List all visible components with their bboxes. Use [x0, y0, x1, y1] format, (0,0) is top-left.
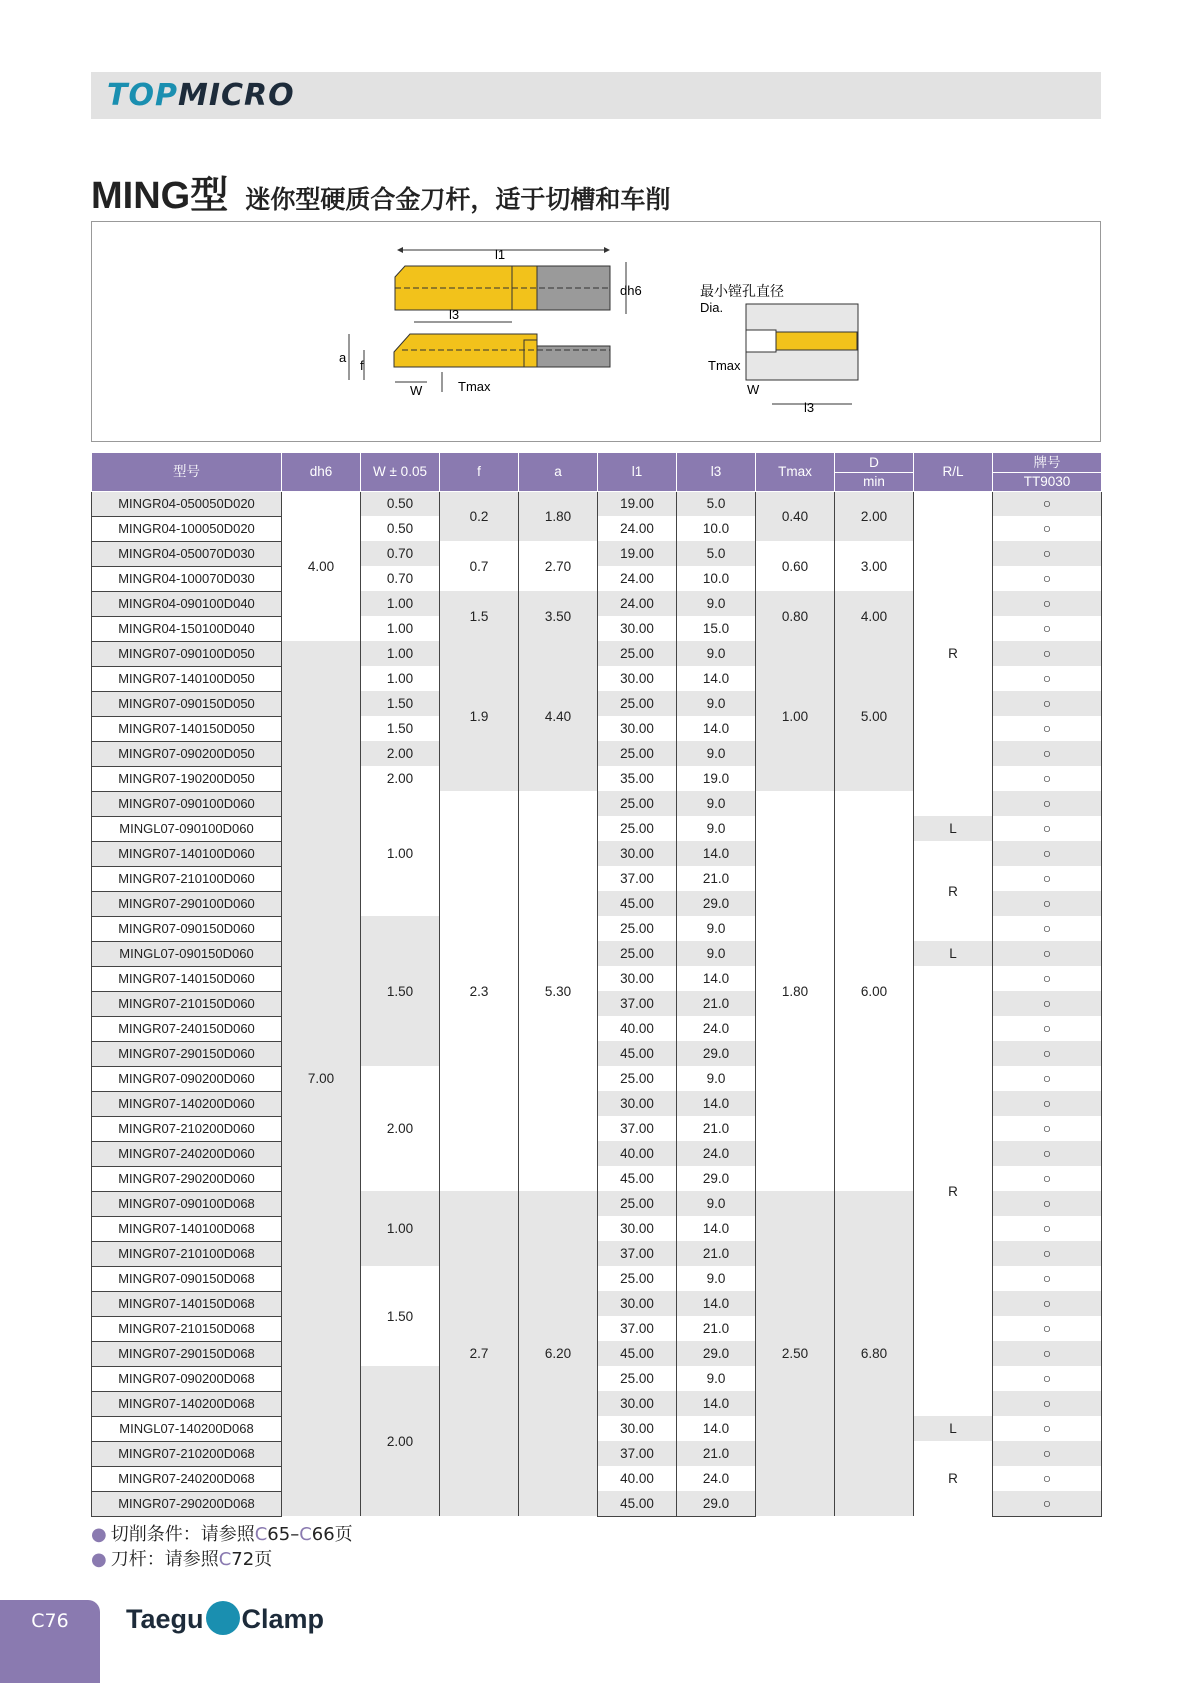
model-cell: MINGR07-090200D060 [92, 1066, 282, 1091]
l1-cell: 40.00 [598, 1141, 677, 1166]
page-title-sub: 迷你型硬质合金刀杆，适于切槽和车削 [245, 185, 671, 214]
w-cell: 1.50 [361, 691, 440, 716]
rl-cell: L [914, 1416, 993, 1441]
grade-cell: ○ [993, 1441, 1102, 1466]
l3-cell: 5.0 [677, 491, 756, 516]
header-w: W ± 0.05 [361, 453, 440, 491]
l1-cell: 30.00 [598, 1091, 677, 1116]
l1-cell: 37.00 [598, 1116, 677, 1141]
grade-cell: ○ [993, 641, 1102, 666]
model-cell: MINGR07-090200D050 [92, 741, 282, 766]
l1-cell: 24.00 [598, 516, 677, 541]
model-cell: MINGR07-140200D060 [92, 1091, 282, 1116]
dmin-cell: 2.00 [835, 491, 914, 541]
l3-cell: 14.0 [677, 716, 756, 741]
l3-cell: 14.0 [677, 1216, 756, 1241]
header-dh6: dh6 [282, 453, 361, 491]
model-cell: MINGR07-140100D050 [92, 666, 282, 691]
header-l3: l3 [677, 453, 756, 491]
l3-cell: 24.0 [677, 1466, 756, 1491]
model-cell: MINGR07-290200D060 [92, 1166, 282, 1191]
model-cell: MINGR04-050070D030 [92, 541, 282, 566]
grade-cell: ○ [993, 816, 1102, 841]
header-d: D [835, 453, 914, 472]
header-grade: 牌号 [993, 453, 1102, 472]
model-cell: MINGR07-090150D068 [92, 1266, 282, 1291]
model-cell: MINGR04-090100D040 [92, 591, 282, 616]
grade-cell: ○ [993, 666, 1102, 691]
dh6-cell: 7.00 [282, 641, 361, 1516]
model-cell: MINGR07-090100D068 [92, 1191, 282, 1216]
l3-cell: 21.0 [677, 866, 756, 891]
tmax-cell: 0.40 [756, 491, 835, 541]
model-cell: MINGR07-240200D068 [92, 1466, 282, 1491]
note-cutting-conditions [91, 1522, 353, 1547]
dmin-cell: 6.80 [835, 1191, 914, 1516]
grade-cell: ○ [993, 941, 1102, 966]
grade-cell: ○ [993, 1091, 1102, 1116]
l1-cell: 25.00 [598, 816, 677, 841]
a-cell: 1.80 [519, 491, 598, 541]
l1-cell: 30.00 [598, 616, 677, 641]
w-cell: 0.50 [361, 491, 440, 516]
model-cell: MINGR07-210200D068 [92, 1441, 282, 1466]
l3-cell: 14.0 [677, 1091, 756, 1116]
model-cell: MINGR07-290150D060 [92, 1041, 282, 1066]
model-cell: MINGR07-090200D068 [92, 1366, 282, 1391]
model-cell: MINGR04-050050D020 [92, 491, 282, 516]
a-cell: 6.20 [519, 1191, 598, 1516]
l3-cell: 10.0 [677, 566, 756, 591]
grade-cell: ○ [993, 1141, 1102, 1166]
dmin-cell: 3.00 [835, 541, 914, 591]
note-text: 刀杆：请参照 [110, 1549, 219, 1570]
l1-cell: 30.00 [598, 1216, 677, 1241]
model-cell: MINGL07-090100D060 [92, 816, 282, 841]
model-cell: MINGR07-210100D060 [92, 866, 282, 891]
grade-cell: ○ [993, 1291, 1102, 1316]
l3-cell: 9.0 [677, 1366, 756, 1391]
grade-cell: ○ [993, 1266, 1102, 1291]
l3-cell: 21.0 [677, 1316, 756, 1341]
w-cell: 0.50 [361, 516, 440, 541]
label-tmax: Tmax [458, 379, 491, 394]
grade-cell: ○ [993, 1016, 1102, 1041]
notes [91, 1522, 353, 1572]
l3-cell: 15.0 [677, 616, 756, 641]
grade-cell: ○ [993, 891, 1102, 916]
grade-cell: ○ [993, 1491, 1102, 1516]
grade-cell: ○ [993, 841, 1102, 866]
model-cell: MINGR04-100050D020 [92, 516, 282, 541]
f-cell: 1.5 [440, 591, 519, 641]
l1-cell: 30.00 [598, 966, 677, 991]
l3-cell: 29.0 [677, 1166, 756, 1191]
grade-cell: ○ [993, 766, 1102, 791]
l3-cell: 14.0 [677, 666, 756, 691]
rl-cell: R [914, 841, 993, 941]
header-a: a [519, 453, 598, 491]
w-cell: 1.00 [361, 791, 440, 916]
l1-cell: 30.00 [598, 716, 677, 741]
model-cell: MINGR07-090150D050 [92, 691, 282, 716]
grade-cell: ○ [993, 991, 1102, 1016]
l1-cell: 37.00 [598, 1241, 677, 1266]
l1-cell: 25.00 [598, 1066, 677, 1091]
tmax-cell: 1.00 [756, 641, 835, 791]
l1-cell: 25.00 [598, 1266, 677, 1291]
brand-logo-micro: MICRO [177, 78, 295, 113]
model-cell: MINGR07-140150D050 [92, 716, 282, 741]
l3-cell: 21.0 [677, 1441, 756, 1466]
header-grade-tt9030: TT9030 [993, 472, 1102, 491]
logo-text-left: Taegu [126, 1604, 204, 1635]
l1-cell: 25.00 [598, 941, 677, 966]
label-l3: l3 [449, 307, 460, 322]
dmin-cell: 6.00 [835, 791, 914, 1191]
model-cell: MINGR07-140150D068 [92, 1291, 282, 1316]
grade-cell: ○ [993, 491, 1102, 516]
w-cell: 2.00 [361, 766, 440, 791]
page-number: C76 [0, 1600, 100, 1683]
model-cell: MINGR07-210150D068 [92, 1316, 282, 1341]
l1-cell: 24.00 [598, 566, 677, 591]
page-title-main: MING型 [91, 175, 229, 217]
l1-cell: 25.00 [598, 1191, 677, 1216]
w-cell: 2.00 [361, 1366, 440, 1516]
tmax-cell: 0.60 [756, 541, 835, 591]
l3-cell: 24.0 [677, 1141, 756, 1166]
l3-cell: 29.0 [677, 1041, 756, 1066]
taegutec-logo [126, 1604, 324, 1638]
l1-cell: 30.00 [598, 1416, 677, 1441]
note-page-prefix: C [254, 1524, 268, 1545]
l1-cell: 19.00 [598, 491, 677, 516]
grade-cell: ○ [993, 791, 1102, 816]
w-cell: 1.50 [361, 916, 440, 1066]
l1-cell: 25.00 [598, 1366, 677, 1391]
note-text: 切削条件：请参照 [110, 1524, 255, 1545]
brand-logo-top: TOP [107, 78, 178, 113]
w-cell: 1.00 [361, 641, 440, 666]
grade-cell: ○ [993, 966, 1102, 991]
grade-cell: ○ [993, 591, 1102, 616]
dmin-cell: 4.00 [835, 591, 914, 641]
page-title [91, 164, 671, 217]
f-cell: 1.9 [440, 641, 519, 791]
grade-cell: ○ [993, 1191, 1102, 1216]
model-cell: MINGR07-210100D068 [92, 1241, 282, 1266]
l1-cell: 19.00 [598, 541, 677, 566]
grade-cell: ○ [993, 741, 1102, 766]
grade-cell: ○ [993, 1391, 1102, 1416]
tool-top-view [395, 247, 642, 314]
l1-cell: 45.00 [598, 1491, 677, 1516]
l3-cell: 29.0 [677, 891, 756, 916]
w-cell: 1.50 [361, 716, 440, 741]
l1-cell: 40.00 [598, 1016, 677, 1041]
f-cell: 2.3 [440, 791, 519, 1191]
note-page-prefix: C [299, 1524, 312, 1545]
logo-text-right: Clamp [241, 1604, 325, 1635]
grade-cell: ○ [993, 1216, 1102, 1241]
bore-view [700, 283, 858, 415]
l1-cell: 37.00 [598, 991, 677, 1016]
l3-cell: 24.0 [677, 1016, 756, 1041]
l3-cell: 9.0 [677, 591, 756, 616]
grade-cell: ○ [993, 1066, 1102, 1091]
model-cell: MINGR07-290150D068 [92, 1341, 282, 1366]
grade-cell: ○ [993, 1416, 1102, 1441]
l1-cell: 37.00 [598, 1441, 677, 1466]
model-cell: MINGR07-140100D068 [92, 1216, 282, 1241]
l3-cell: 5.0 [677, 541, 756, 566]
table-row [92, 491, 1102, 516]
w-cell: 0.70 [361, 541, 440, 566]
grade-cell: ○ [993, 541, 1102, 566]
rl-cell: R [914, 966, 993, 1416]
f-cell: 0.7 [440, 541, 519, 591]
dh6-cell: 4.00 [282, 491, 361, 641]
w-cell: 1.00 [361, 1191, 440, 1266]
l1-cell: 40.00 [598, 1466, 677, 1491]
grade-cell: ○ [993, 1316, 1102, 1341]
f-cell: 2.7 [440, 1191, 519, 1516]
w-cell: 1.50 [361, 1266, 440, 1366]
label-l1: l1 [495, 247, 506, 262]
model-cell: MINGR07-290100D060 [92, 891, 282, 916]
tmax-cell: 2.50 [756, 1191, 835, 1516]
label-w: W [410, 383, 423, 398]
label-dia: Dia. [700, 300, 724, 315]
grade-cell: ○ [993, 616, 1102, 641]
model-cell: MINGR07-090100D050 [92, 641, 282, 666]
bullet-icon: ● [91, 1549, 107, 1570]
grade-cell: ○ [993, 1241, 1102, 1266]
grade-cell: ○ [993, 916, 1102, 941]
model-cell: MINGR07-140200D068 [92, 1391, 282, 1416]
label-tmax-2: Tmax [708, 358, 741, 373]
model-cell: MINGR07-090100D060 [92, 791, 282, 816]
l3-cell: 21.0 [677, 1116, 756, 1141]
a-cell: 4.40 [519, 641, 598, 791]
l3-cell: 21.0 [677, 991, 756, 1016]
l3-cell: 14.0 [677, 1416, 756, 1441]
l3-cell: 9.0 [677, 1266, 756, 1291]
header-model: 型号 [92, 453, 282, 491]
l1-cell: 30.00 [598, 1291, 677, 1316]
dmin-cell: 5.00 [835, 641, 914, 791]
l3-cell: 14.0 [677, 841, 756, 866]
l3-cell: 9.0 [677, 1066, 756, 1091]
note-page: 66页 [311, 1524, 353, 1545]
tmax-cell: 1.80 [756, 791, 835, 1191]
l1-cell: 25.00 [598, 691, 677, 716]
note-page: 65– [267, 1524, 300, 1545]
note-page: 72页 [231, 1549, 273, 1570]
l3-cell: 9.0 [677, 816, 756, 841]
l3-cell: 9.0 [677, 1191, 756, 1216]
l1-cell: 45.00 [598, 1041, 677, 1066]
l1-cell: 45.00 [598, 1166, 677, 1191]
l3-cell: 29.0 [677, 1341, 756, 1366]
l3-cell: 9.0 [677, 741, 756, 766]
l1-cell: 30.00 [598, 841, 677, 866]
model-cell: MINGR04-150100D040 [92, 616, 282, 641]
tool-side-view [339, 307, 610, 398]
l3-cell: 9.0 [677, 941, 756, 966]
header-l1: l1 [598, 453, 677, 491]
label-min-bore: 最小镗孔直径 [700, 283, 784, 299]
model-cell: MINGR07-240150D060 [92, 1016, 282, 1041]
grade-cell: ○ [993, 866, 1102, 891]
rl-cell: R [914, 1441, 993, 1516]
model-cell: MINGR07-140100D060 [92, 841, 282, 866]
label-dh6: dh6 [620, 283, 642, 298]
l1-cell: 45.00 [598, 1341, 677, 1366]
a-cell: 3.50 [519, 591, 598, 641]
l1-cell: 24.00 [598, 591, 677, 616]
model-cell: MINGL07-140200D068 [92, 1416, 282, 1441]
label-f: f [360, 358, 364, 373]
label-a: a [339, 350, 347, 365]
header-f: f [440, 453, 519, 491]
model-cell: MINGR07-210200D060 [92, 1116, 282, 1141]
header-rl: R/L [914, 453, 993, 491]
brand-logo [107, 78, 295, 113]
grade-cell: ○ [993, 1166, 1102, 1191]
bullet-icon: ● [91, 1524, 107, 1545]
a-cell: 2.70 [519, 541, 598, 591]
label-l3-2: l3 [804, 400, 815, 415]
l3-cell: 9.0 [677, 791, 756, 816]
rl-cell: L [914, 816, 993, 841]
model-cell: MINGR04-100070D030 [92, 566, 282, 591]
l3-cell: 9.0 [677, 691, 756, 716]
header-d-min: min [835, 472, 914, 491]
tmax-cell: 0.80 [756, 591, 835, 641]
grade-cell: ○ [993, 1466, 1102, 1491]
w-cell: 2.00 [361, 1066, 440, 1191]
l1-cell: 25.00 [598, 741, 677, 766]
header-tmax: Tmax [756, 453, 835, 491]
label-w-2: W [747, 382, 760, 397]
l3-cell: 14.0 [677, 1391, 756, 1416]
a-cell: 5.30 [519, 791, 598, 1191]
grade-cell: ○ [993, 1366, 1102, 1391]
model-cell: MINGR07-210150D060 [92, 991, 282, 1016]
l1-cell: 45.00 [598, 891, 677, 916]
grade-cell: ○ [993, 1041, 1102, 1066]
l1-cell: 25.00 [598, 641, 677, 666]
w-cell: 1.00 [361, 666, 440, 691]
rl-cell: L [914, 941, 993, 966]
w-cell: 1.00 [361, 591, 440, 616]
model-cell: MINGL07-090150D060 [92, 941, 282, 966]
l1-cell: 35.00 [598, 766, 677, 791]
l1-cell: 25.00 [598, 916, 677, 941]
l3-cell: 29.0 [677, 1491, 756, 1516]
w-cell: 0.70 [361, 566, 440, 591]
grade-cell: ○ [993, 516, 1102, 541]
l3-cell: 10.0 [677, 516, 756, 541]
model-cell: MINGR07-140150D060 [92, 966, 282, 991]
l3-cell: 21.0 [677, 1241, 756, 1266]
rl-cell: R [914, 491, 993, 816]
l3-cell: 19.0 [677, 766, 756, 791]
l3-cell: 9.0 [677, 641, 756, 666]
grade-cell: ○ [993, 716, 1102, 741]
l1-cell: 25.00 [598, 791, 677, 816]
l3-cell: 9.0 [677, 916, 756, 941]
logo-emblem-icon [206, 1601, 240, 1635]
l3-cell: 14.0 [677, 1291, 756, 1316]
model-cell: MINGR07-240200D060 [92, 1141, 282, 1166]
l1-cell: 37.00 [598, 1316, 677, 1341]
f-cell: 0.2 [440, 491, 519, 541]
grade-cell: ○ [993, 566, 1102, 591]
grade-cell: ○ [993, 1116, 1102, 1141]
grade-cell: ○ [993, 1341, 1102, 1366]
l1-cell: 30.00 [598, 666, 677, 691]
l1-cell: 30.00 [598, 1391, 677, 1416]
grade-cell: ○ [993, 691, 1102, 716]
model-cell: MINGR07-090150D060 [92, 916, 282, 941]
model-cell: MINGR07-290200D068 [92, 1491, 282, 1516]
tool-diagram [91, 221, 1101, 442]
l1-cell: 37.00 [598, 866, 677, 891]
note-page-prefix: C [218, 1549, 232, 1570]
brand-bar [91, 72, 1101, 119]
model-cell: MINGR07-190200D050 [92, 766, 282, 791]
w-cell: 1.00 [361, 616, 440, 641]
w-cell: 2.00 [361, 741, 440, 766]
note-holder [91, 1547, 353, 1572]
spec-table [91, 453, 1102, 1517]
l3-cell: 14.0 [677, 966, 756, 991]
